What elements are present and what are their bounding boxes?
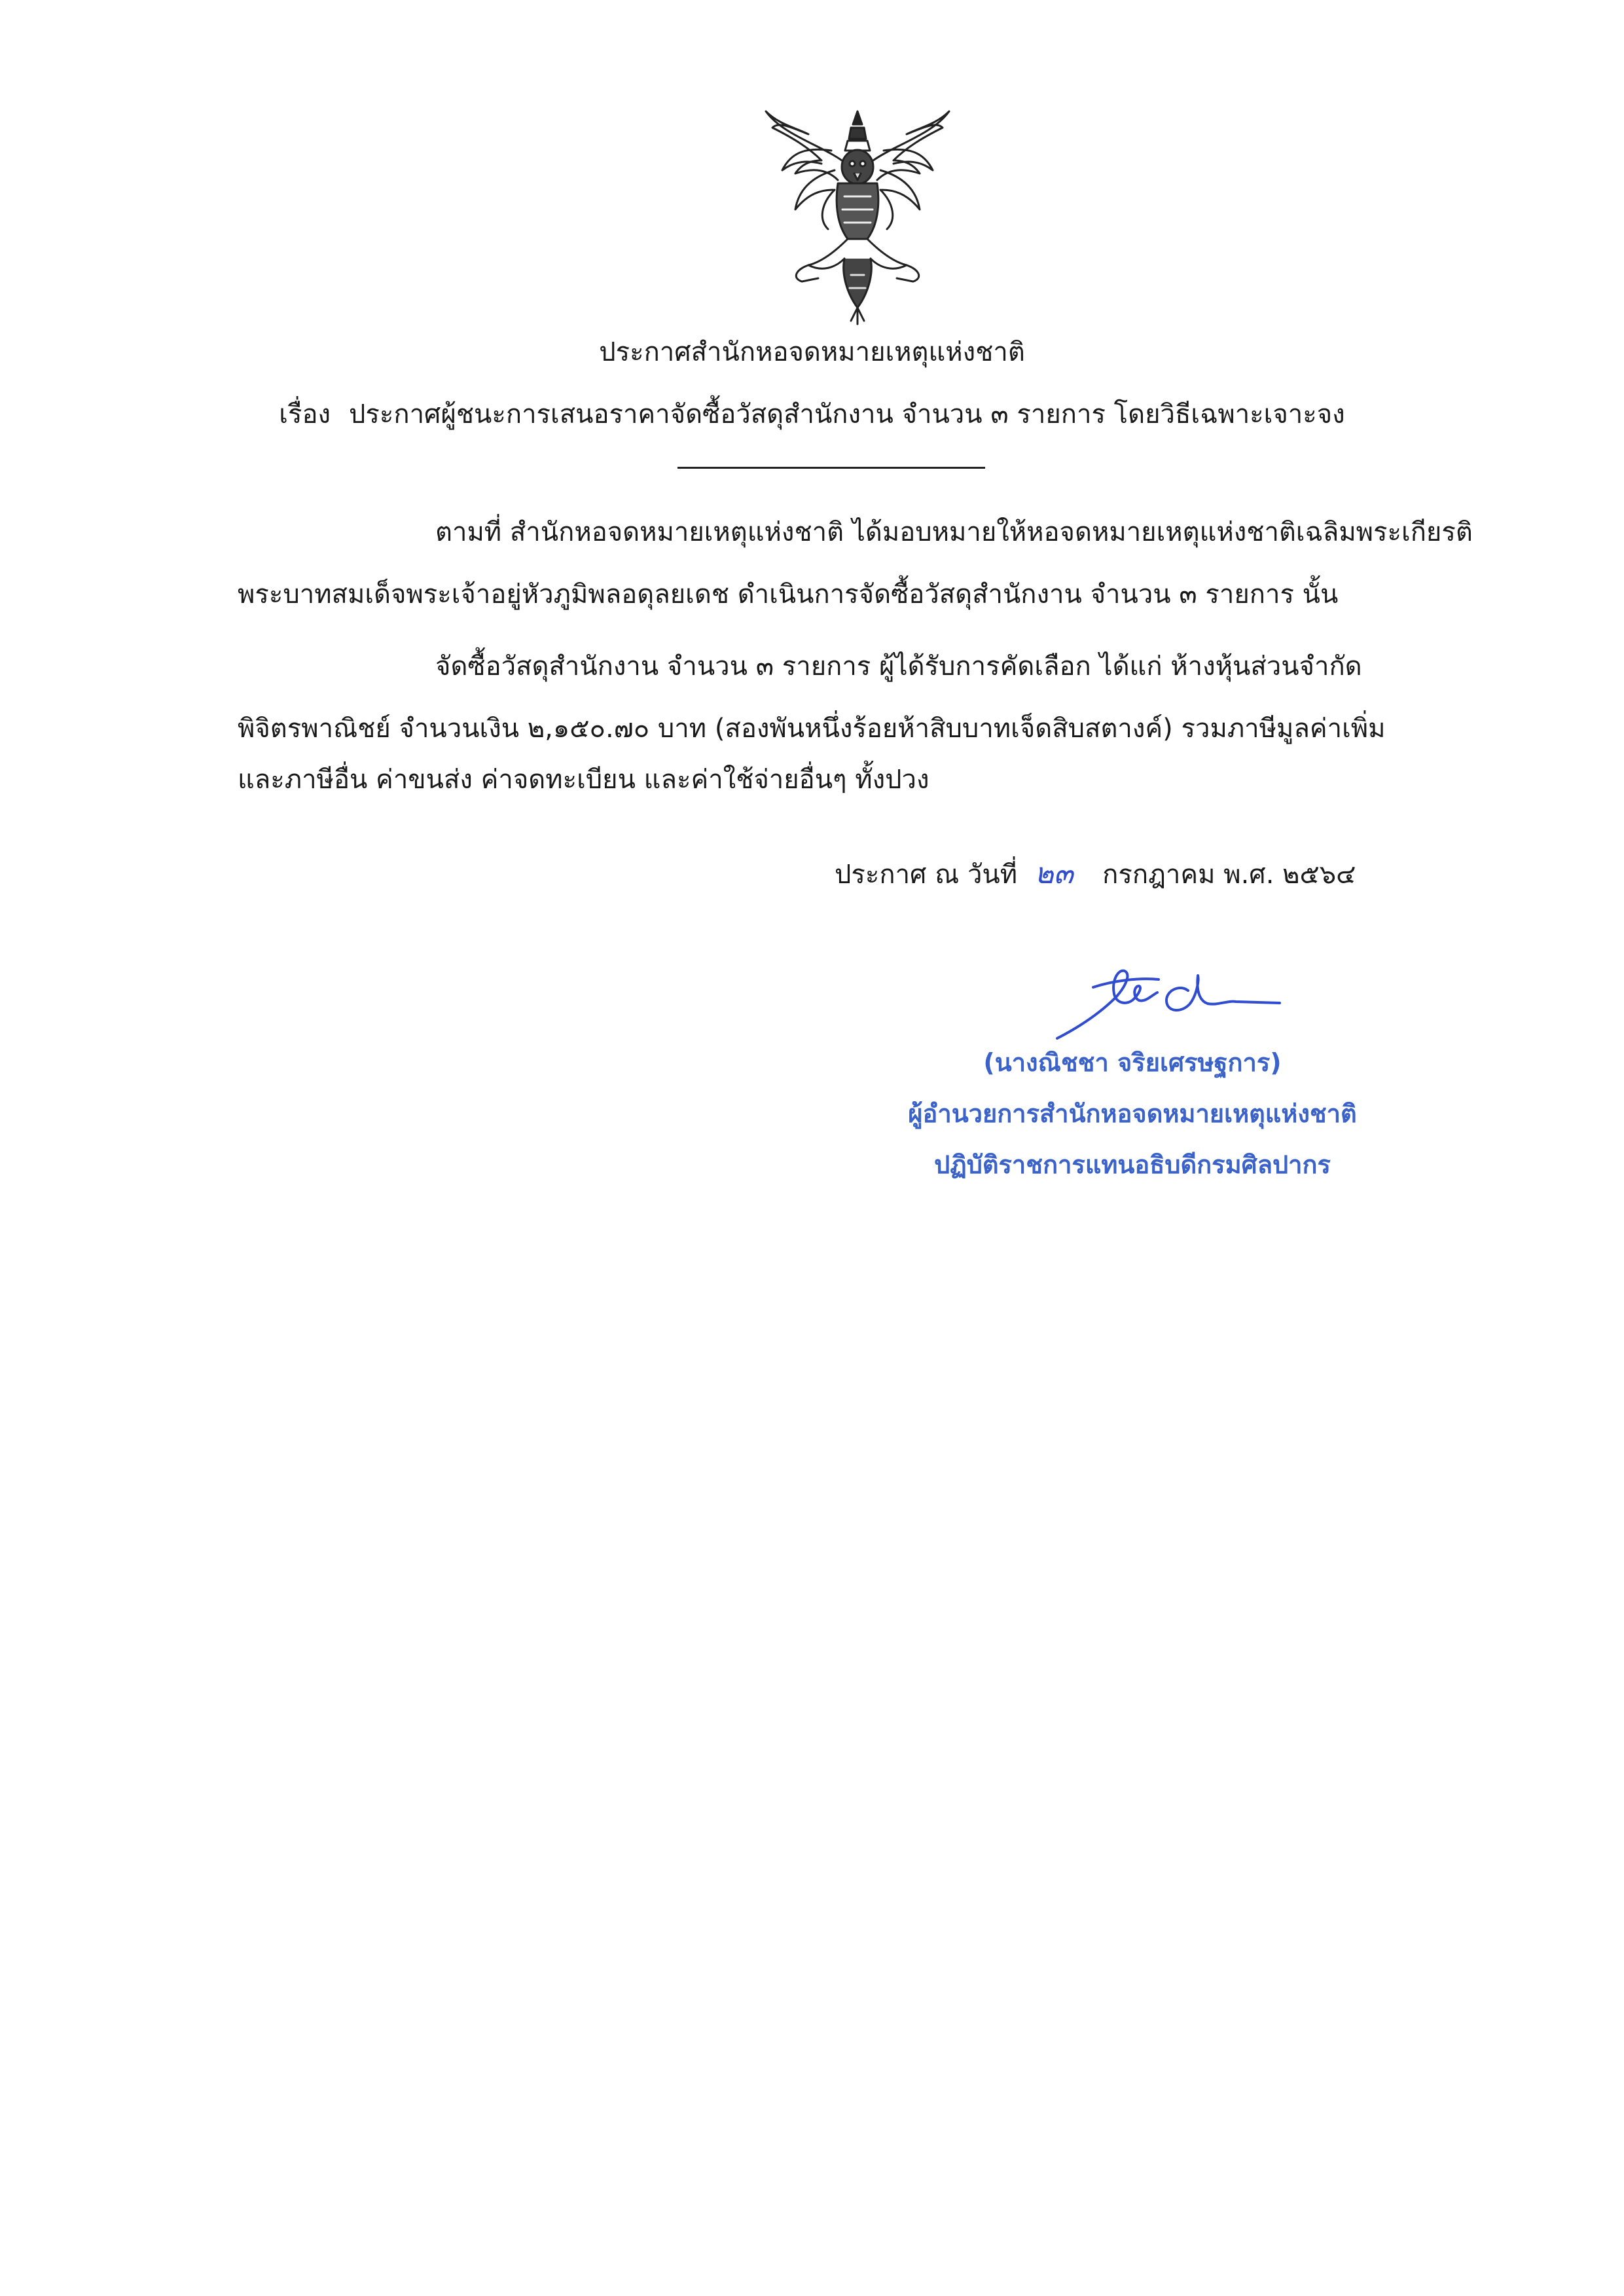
subject-label: เรื่อง bbox=[279, 399, 331, 429]
date-prefix: ประกาศ ณ วันที่ bbox=[835, 860, 1018, 890]
date-day-handwritten: ๒๓ bbox=[1034, 857, 1074, 890]
paragraph2-line3: และภาษีอื่น ค่าขนส่ง ค่าจดทะเบียน และค่าใช้จ่ายอื่นๆ ทั้งปวง bbox=[238, 765, 929, 795]
subject-text: ประกาศผู้ชนะการเสนอราคาจัดซื้อวัสดุสำนักงาน จำนวน ๓ รายการ โดยวิธีเฉพาะเจาะจง bbox=[349, 399, 1345, 429]
paragraph2-line1: จัดซื้อวัสดุสำนักงาน จำนวน ๓ รายการ ผู้ได้รับการคัดเลือก ได้แก่ ห้างหุ้นส่วนจำกัด bbox=[435, 651, 1362, 682]
signer-position: ผู้อำนวยการสำนักหอจดหมายเหตุแห่งชาติ bbox=[908, 1099, 1357, 1128]
paragraph2-line2: พิจิตรพาณิชย์ จำนวนเงิน ๒,๑๕๐.๗๐ บาท (สองพันหนึ่งร้อยห้าสิบบาทเจ็ดสิบสตางค์) รวมภาษีมูลค่าเพิ่ม bbox=[238, 714, 1386, 744]
signer-acting-on-behalf: ปฏิบัติราชการแทนอธิบดีกรมศิลปากร bbox=[934, 1150, 1331, 1179]
signer-name: (นางณิชชา จริยเศรษฐการ) bbox=[983, 1048, 1282, 1077]
title-divider bbox=[677, 467, 985, 469]
garuda-emblem-icon bbox=[756, 98, 959, 327]
date-month-year: กรกฎาคม พ.ศ. ๒๕๖๔ bbox=[1102, 860, 1356, 890]
paragraph1-line2: พระบาทสมเด็จพระเจ้าอยู่หัวภูมิพลอดุลยเดช ดำเนินการจัดซื้อวัสดุสำนักงาน จำนวน ๓ รายการ นั้น bbox=[238, 579, 1339, 610]
paragraph1-line1: ตามที่ สำนักหอจดหมายเหตุแห่งชาติ ได้มอบหมายให้หอจดหมายเหตุแห่งชาติเฉลิมพระเกียรติ bbox=[435, 517, 1473, 547]
announcement-date bbox=[835, 856, 1356, 893]
handwritten-signature bbox=[1054, 961, 1316, 1046]
announcement-title: ประกาศสำนักหอจดหมายเหตุแห่งชาติ bbox=[599, 337, 1025, 367]
announcement-subject-line bbox=[0, 396, 1624, 433]
